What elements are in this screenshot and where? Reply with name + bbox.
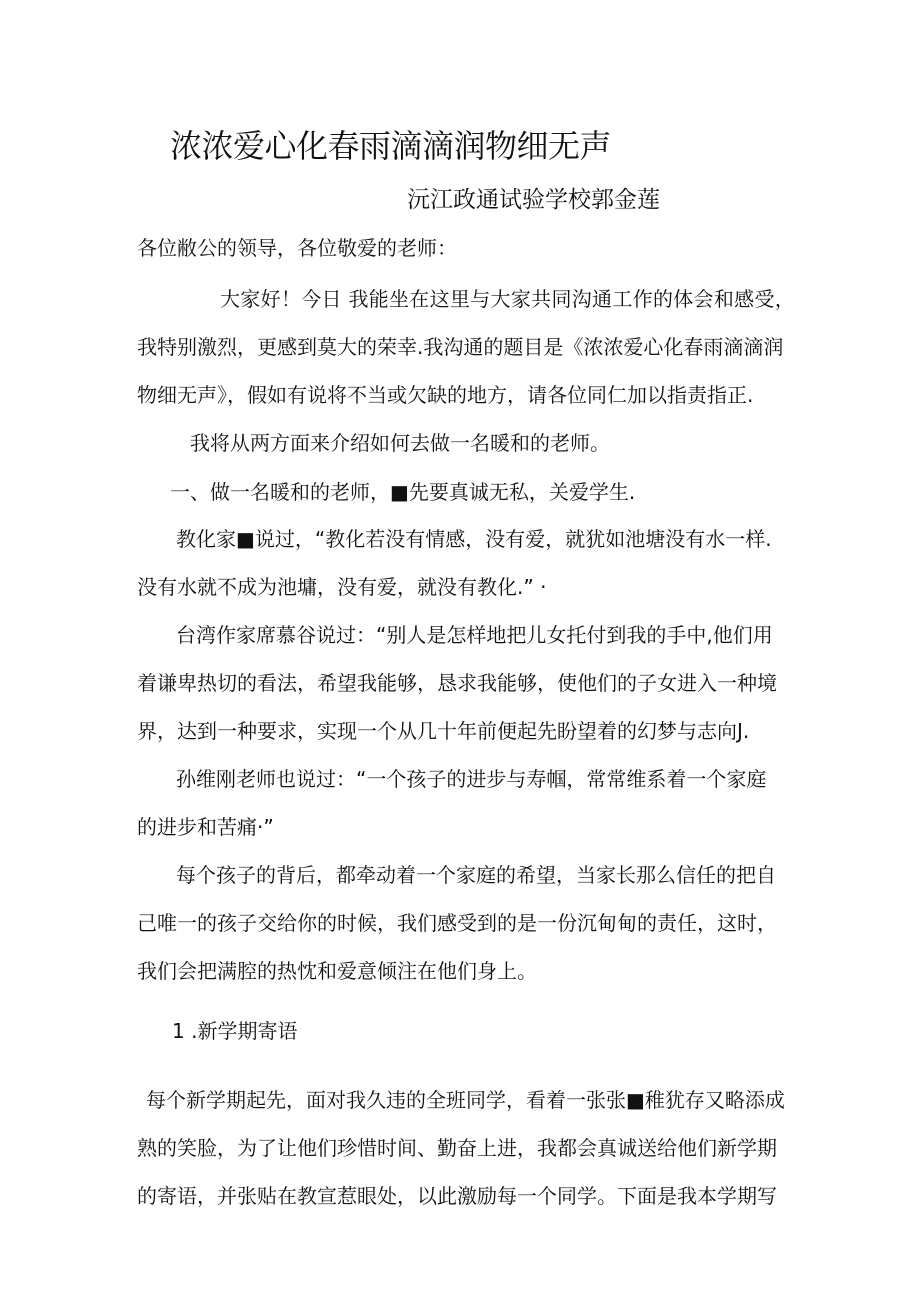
paragraph-line: 没有水就不成为池墉，没有爱，就没有教化.” · [137, 575, 547, 599]
paragraph-line: 熟的笑脸，为了让他们珍惜时间、勤奋上进，我都会真诚送给他们新学期 [137, 1136, 777, 1160]
paragraph-line: 的寄语，并张贴在教宣惹眼处，以此激励每一个同学。下面是我本学期写 [137, 1184, 777, 1208]
document-title: 浓浓爱心化春雨滴滴润物细无声 [170, 127, 612, 165]
paragraph-line: 教化家■说过，“教化若没有情感，没有爱，就犹如池塘没有水一样. [176, 527, 772, 551]
paragraph-line: 物细无声》，假如有说将不当或欠缺的地方，请各位同仁加以指责指正. [137, 383, 754, 407]
paragraph-line: 我特别激烈，更感到莫大的荣幸.我沟通的题目是《浓浓爱心化春雨滴滴润 [137, 335, 784, 359]
paragraph-line: 我们会把满腔的热忱和爱意倾注在他们身上。 [137, 959, 537, 983]
subsection-heading: 1 .新学期寄语 [172, 1019, 298, 1043]
paragraph-line: 孙维刚老师也说过：“一个孩子的进步与寿帼，常常维系着一个家庭 [176, 767, 767, 791]
paragraph-line: 己唯一的孩子交给你的时候，我们感受到的是一份沉甸甸的责任，这时， [137, 911, 777, 935]
document-author: 沅江政通试验学校郭金莲 [407, 187, 660, 213]
paragraph-line: 我将从两方面来介绍如何去做一名暖和的老师。 [190, 431, 610, 455]
paragraph-line: 界，达到一种要求，实现一个从几十年前便起先盼望着的幻梦与志向J. [137, 719, 750, 743]
paragraph-line: 的进步和苦痛·” [137, 815, 274, 839]
paragraph-line: 着谦卑热切的看法，希望我能够，恳求我能够，使他们的子女进入一种境 [137, 671, 777, 695]
paragraph-line: 台湾作家席慕谷说过：“别人是怎样地把儿女托付到我的手中,他们用 [176, 623, 773, 647]
paragraph-line: 每个新学期起先，面对我久违的全班同学，看着一张张■稚犹存又略添成 [146, 1088, 785, 1112]
paragraph-line: 大家好！今日 我能坐在这里与大家共同沟通工作的体会和感受， [220, 287, 796, 311]
paragraph-line: 每个孩子的背后，都牵动着一个家庭的希望，当家长那么信任的把自 [176, 863, 776, 887]
section-heading: 一、做一名暖和的老师，■先要真诚无私，关爱学生. [170, 480, 636, 504]
salutation-line: 各位敝公的领导，各位敬爱的老师： [137, 236, 457, 260]
